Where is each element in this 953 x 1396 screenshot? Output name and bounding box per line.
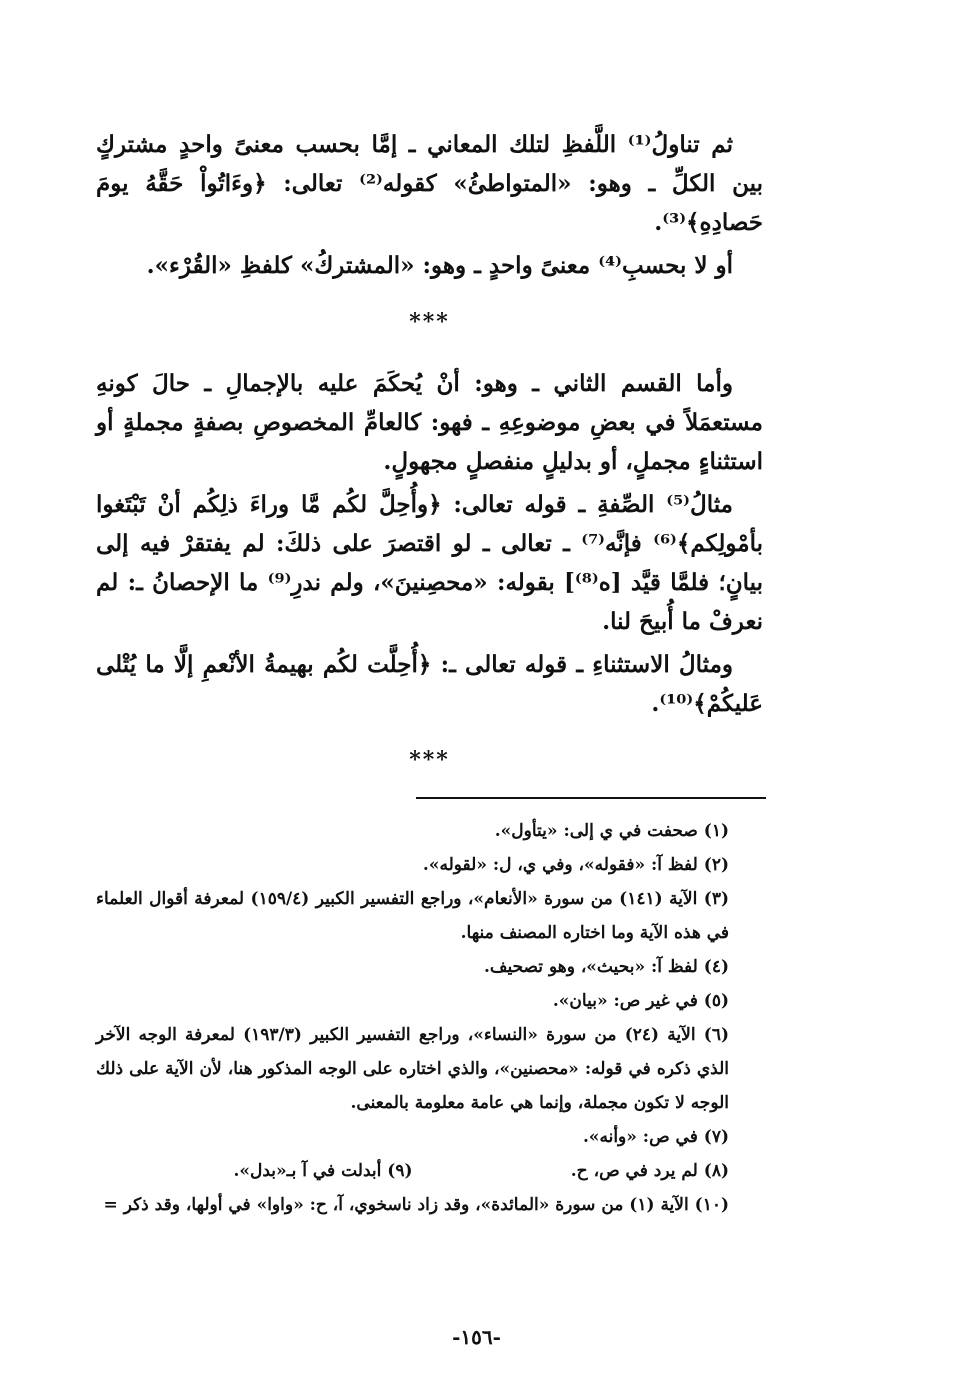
main-text — [96, 125, 763, 802]
footnote-9: (٩) أبدلت في آ بـ«بدل». — [233, 1161, 413, 1181]
footnote-8: (٨) لم يرد في ص، ح. — [570, 1161, 729, 1181]
footnote-5: (٥) في غير ص: «بيان». — [552, 991, 729, 1011]
footnote-4: (٤) لفظ آ: «بحيث»، وهو تصحيف. — [483, 957, 729, 977]
footnote-1: (١) صحفت في ي إلى: «يتأول». — [494, 821, 729, 841]
paragraph-1b: أو لا بحسبِ⁽⁴⁾ معنىً واحدٍ ـ وهو: «المشتركُ» كلفظِ «القُرْء». — [146, 252, 733, 279]
footnote-6: (٦) الآية (٢٤) من سورة «النساء»، وراجع التفسير الكبير (١٩٣/٣) لمعرفة الوجه الآخر الذي ذكره في قوله: «محصنين»، والذي اختاره على الوجه المذكور هنا، لأن الآية على ذلك الوجه لا تكون مجملة، وإنما هي عامة معلومة بالمعنى. — [96, 1025, 729, 1113]
paragraph-1a: ثم تناولُ⁽¹⁾ اللَّفظِ لتلك المعاني ـ إمَّا بحسب معنىً واحدٍ مشتركٍ بين الكلِّ ـ وهو: «المتواطئُ» كقوله⁽²⁾ تعالى: ﴿وءَاتُواْ حَقَّهُ يومَ حَصادِهِ﴾⁽³⁾. — [96, 131, 763, 236]
paragraph-3: مثالُ⁽⁵⁾ الصِّفةِ ـ قوله تعالى: ﴿وأُحِلَّ لكُم مَّا وراءَ ذلِكُم أنْ تَبْتَغوا بأمْولِكم﴾⁽⁶⁾ فإنَّه⁽⁷⁾ ـ تعالى ـ لو اقتصرَ على ذلكَ: لم يفتقرْ فيه إلى بيانٍ؛ فلمَّا قيَّد [ه⁽⁸⁾] بقوله: «محصِنينَ»، ولم ندرِ⁽⁹⁾ ما الإحصانُ ـ: لم نعرفْ ما أُبيحَ لنا. — [96, 491, 763, 635]
section-separator: *** — [409, 747, 450, 773]
footnote-2: (٢) لفظ آ: «فقوله»، وفي ي، ل: «لقوله». — [422, 855, 729, 875]
footnote-10: (١٠) الآية (١) من سورة «المائدة»، وقد زاد ناسخوي، آ، ح: «واوا» في أولها، وقد ذكر = — [103, 1195, 729, 1215]
footnotes — [96, 814, 763, 1222]
section-separator: *** — [409, 309, 450, 335]
footnote-row-8-9 — [96, 1154, 763, 1188]
page-number: -١٥٦- — [452, 1325, 501, 1349]
footnote-7: (٧) في ص: «وأنه». — [582, 1127, 729, 1147]
footnote-divider — [416, 797, 766, 799]
paragraph-4: ومثالُ الاستثناءِ ـ قوله تعالى ـ: ﴿أُحِلَّت لكُم بهيمةُ الأنْعمِ إلَّا ما يُتْلى عَليكُمْ﴾⁽¹⁰⁾. — [96, 651, 763, 717]
footnote-3: (٣) الآية (١٤١) من سورة «الأنعام»، وراجع التفسير الكبير (١٥٩/٤) لمعرفة أقوال العلماء في هذه الآية وما اختاره المصنف منها. — [96, 889, 729, 943]
paragraph-2: وأما القسم الثاني ـ وهو: أنْ يُحكَمَ عليه بالإجمالِ ـ حالَ كونهِ مستعمَلاً في بعضِ موضوعِهِ ـ فهو: كالعامِّ المخصوصِ بصفةٍ مجملةٍ أو استثناءٍ مجملٍ، أو بدليلٍ منفصلٍ مجهولٍ. — [96, 370, 763, 475]
